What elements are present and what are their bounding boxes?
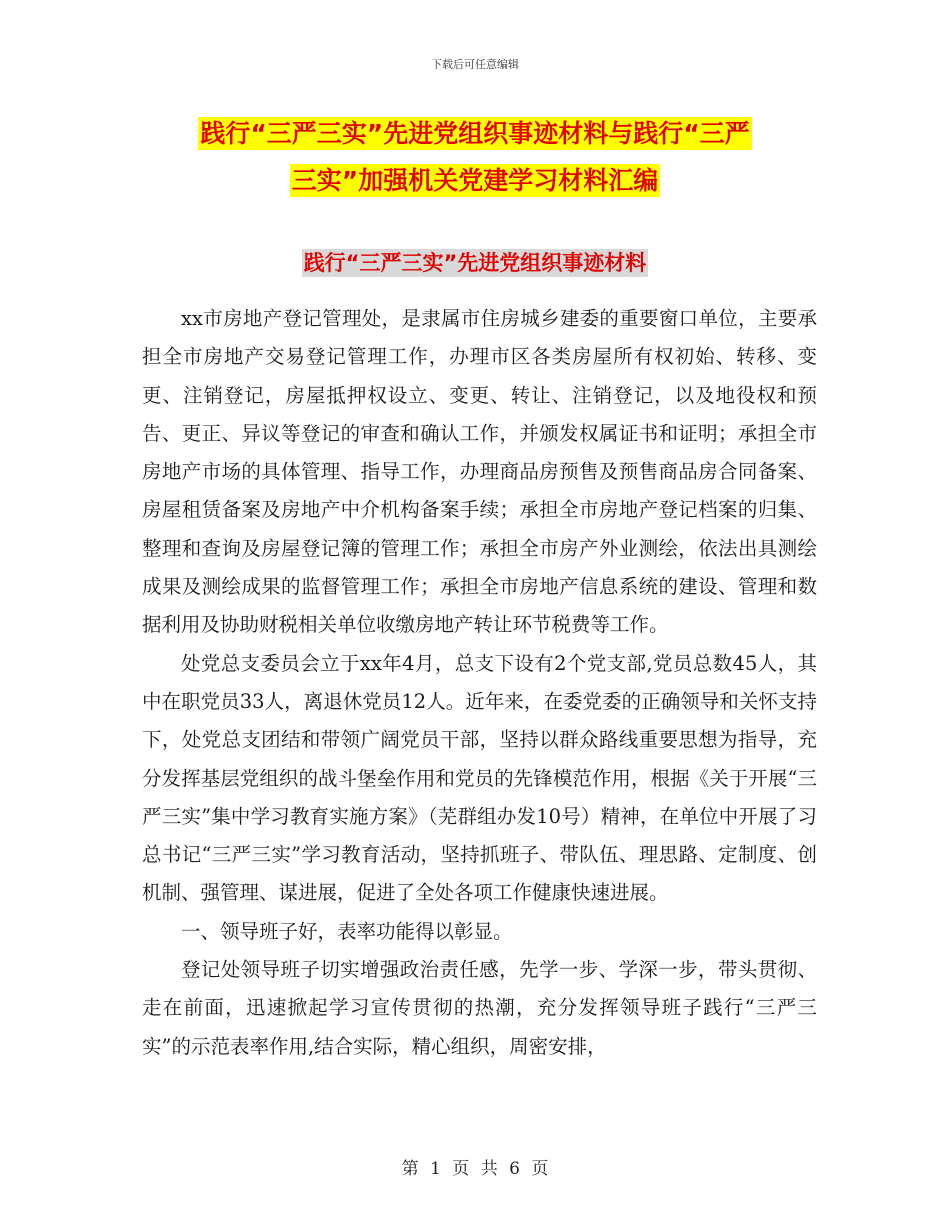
section-title-text: 践行“三严三实”先进党组织事迹材料: [303, 251, 647, 275]
paragraph: 处党总支委员会立于xx年4月，总支下设有2个党支部,党员总数45人，其中在职党员33人，离退休党员12人。近年来，在委党委的正确领导和关怀支持下，处党总支团结和带领广阔党员干部，坚持以群众路线重要思想为指导，充分发挥基层党组织的战斗堡垒作用和党员的先锋模范作用，根据《关于开展“三严三实”集中学习教育实施方案》（芜群组办发10号）精神，在单位中开展了习总书记“三严三实”学习教育活动，坚持抓班子、带队伍、理思路、定制度、创机制、强管理、谋进展，促进了全处各项工作健康快速进展。: [142, 651, 817, 905]
section-title: [0, 247, 950, 277]
body-text: [142, 300, 817, 1066]
title-line-2: 三实”加强机关党建学习材料汇编: [291, 166, 659, 195]
paragraph: 一、领导班子好，表率功能得以彰显。: [181, 919, 513, 943]
title-line-1: 践行“三严三实”先进党组织事迹材料与践行“三严: [200, 119, 750, 148]
header-note: 下载后可任意编辑: [431, 58, 519, 71]
paragraph: xx市房地产登记管理处，是隶属市住房城乡建委的重要窗口单位，主要承担全市房地产交易登记管理工作，办理市区各类房屋所有权初始、转移、变更、注销登记，房屋抵押权设立、变更、转让、注销登记，以及地役权和预告、更正、异议等登记的审查和确认工作，并颁发权属证书和证明；承担全市房地产市场的具体管理、指导工作，办理商品房预售及预售商品房合同备案、房屋租赁备案及房地产中介机构备案手续；承担全市房地产登记档案的归集、整理和查询及房屋登记簿的管理工作；承担全市房产外业测绘，依法出具测绘成果及测绘成果的监督管理工作；承担全市房地产信息系统的建设、管理和数据利用及协助财税相关单位收缴房地产转让环节税费等工作。: [142, 307, 817, 637]
document-title: [0, 110, 950, 204]
page-footer: 第 1 页 共 6 页: [401, 1159, 549, 1179]
paragraph: 登记处领导班子切实增强政治责任感，先学一步、学深一步，带头贯彻、走在前面，迅速掀起学习宣传贯彻的热潮，充分发挥领导班子践行“三严三实”的示范表率作用,结合实际，精心组织，周密安排，: [142, 958, 817, 1058]
